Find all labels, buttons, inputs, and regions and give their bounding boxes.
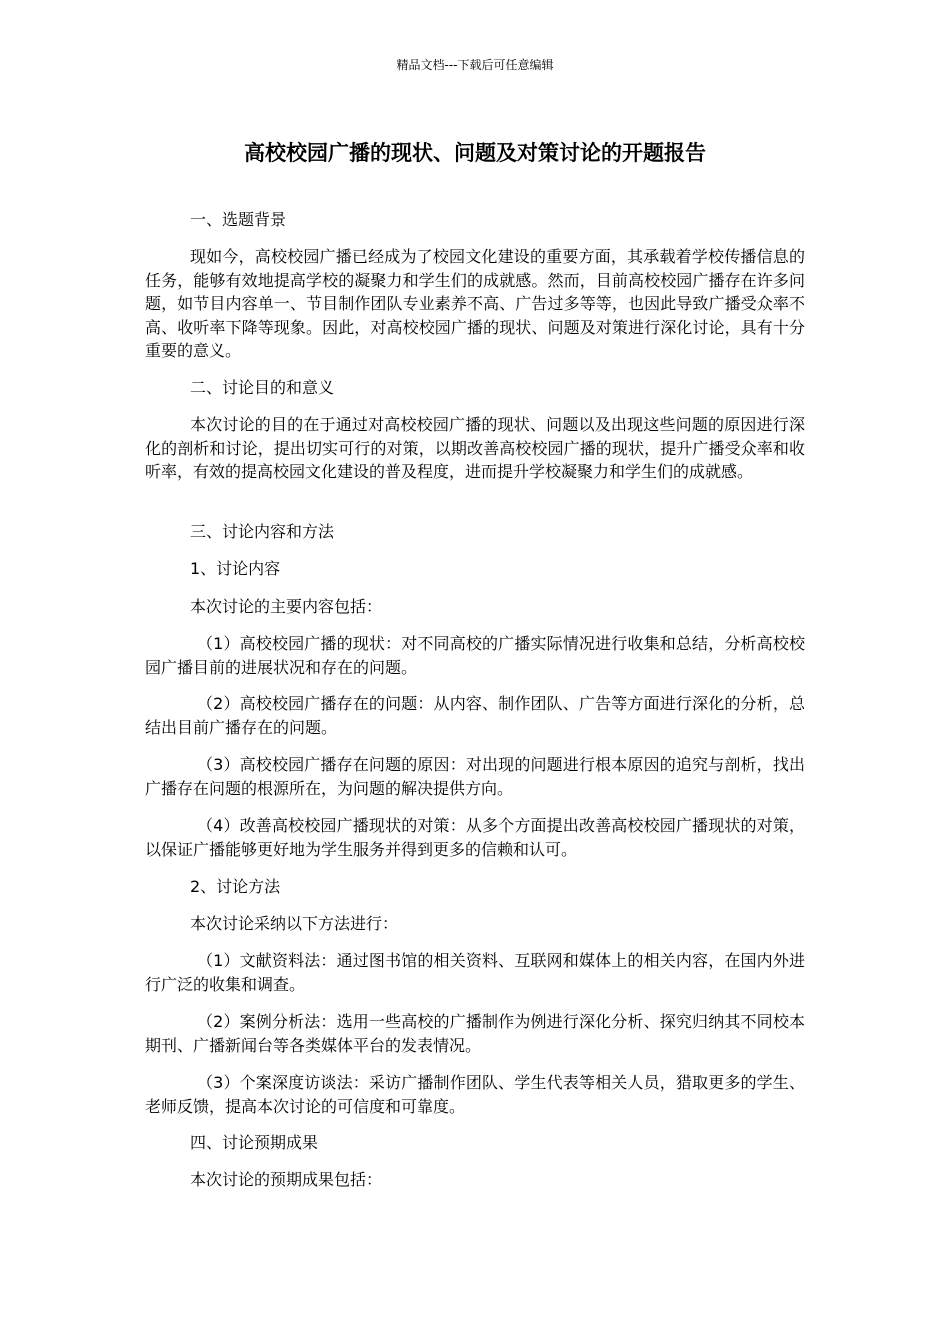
document-title: 高校校园广播的现状、问题及对策讨论的开题报告 — [244, 141, 706, 165]
list-item: （2）高校校园广播存在的问题：从内容、制作团队、广告等方面进行深化的分析，总结出目前广播存在的问题。 — [145, 694, 805, 737]
list-item: （2）案例分析法：选用一些高校的广播制作为例进行深化分析、探究归纳其不同校本期刊、广播新闻台等各类媒体平台的发表情况。 — [145, 1012, 805, 1055]
section4-heading: 四、讨论预期成果 — [190, 1133, 319, 1152]
section3-sub1-heading: 1、讨论内容 — [190, 559, 281, 578]
section1-heading: 一、选题背景 — [190, 210, 287, 229]
section3-sub2-heading: 2、讨论方法 — [190, 877, 281, 896]
section3-sub1-intro: 本次讨论的主要内容包括： — [190, 597, 383, 616]
list-item: （3）高校校园广播存在问题的原因：对出现的问题进行根本原因的追究与剖析，找出广播存在问题的根源所在，为问题的解决提供方向。 — [145, 755, 805, 798]
list-item: （1）文献资料法：通过图书馆的相关资料、互联网和媒体上的相关内容，在国内外进行广泛的收集和调查。 — [145, 951, 805, 994]
section1-paragraph: 现如今，高校校园广播已经成为了校园文化建设的重要方面，其承载着学校传播信息的任务，能够有效地提高学校的凝聚力和学生们的成就感。然而，目前高校校园广播存在许多问题，如节目内容单一、节目制作团队专业素养不高、广告过多等等，也因此导致广播受众率不高、收听率下降等现象。因此，对高校校园广播的现状、问题及对策进行深化讨论，具有十分重要的意义。 — [145, 247, 805, 360]
list-item: （4）改善高校校园广播现状的对策：从多个方面提出改善高校校园广播现状的对策，以保证广播能够更好地为学生服务并得到更多的信赖和认可。 — [145, 816, 805, 859]
header-note: 精品文档---下载后可任意编辑 — [396, 58, 554, 72]
list-item: （3）个案深度访谈法：采访广播制作团队、学生代表等相关人员，猎取更多的学生、老师反馈，提高本次讨论的可信度和可靠度。 — [145, 1073, 805, 1116]
section2-paragraph: 本次讨论的目的在于通过对高校校园广播的现状、问题以及出现这些问题的原因进行深化的剖析和讨论，提出切实可行的对策，以期改善高校校园广播的现状，提升广播受众率和收听率，有效的提高校园文化建设的普及程度，进而提升学校凝聚力和学生们的成就感。 — [145, 415, 805, 481]
section3-sub2-intro: 本次讨论采纳以下方法进行： — [190, 914, 399, 933]
section4-intro: 本次讨论的预期成果包括： — [190, 1170, 383, 1189]
section2-heading: 二、讨论目的和意义 — [190, 378, 335, 397]
list-item: （1）高校校园广播的现状：对不同高校的广播实际情况进行收集和总结，分析高校校园广播目前的进展状况和存在的问题。 — [145, 634, 805, 677]
section3-heading: 三、讨论内容和方法 — [190, 522, 335, 541]
